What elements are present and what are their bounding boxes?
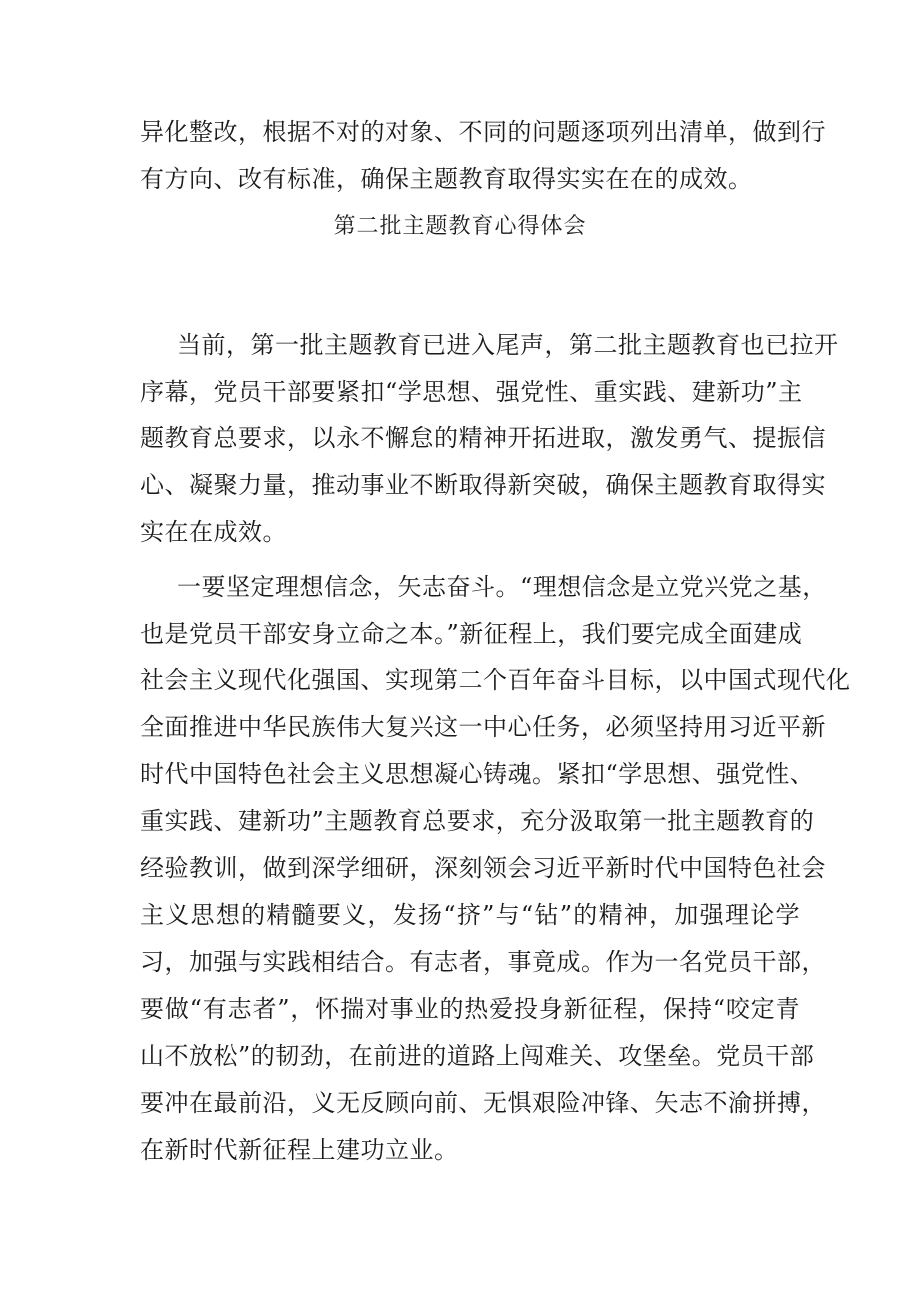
intro-line: 异化整改，根据不对的对象、不同的问题逐项列出清单，做到行 <box>140 118 826 146</box>
paragraph-line: 时代中国特色社会主义思想凝心铸魂。紧扣“学思想、强党性、 <box>140 760 815 788</box>
paragraph-line: 一要坚定理想信念，矢志奋斗。“理想信念是立党兴党之基， <box>177 573 827 601</box>
paragraph-line: 主义思想的精髓要义，发扬“挤”与“钻”的精神，加强理论学 <box>140 901 800 929</box>
paragraph-line: 习，加强与实践相结合。有志者，事竟成。作为一名党员干部， <box>140 948 826 976</box>
intro-line: 有方向、改有标准，确保主题教育取得实实在在的成效。 <box>140 165 753 193</box>
paragraph-line: 要做“有志者”，怀揣对事业的热爱投身新征程，保持“咬定青 <box>140 995 800 1023</box>
paragraph-line: 题教育总要求，以永不懈怠的精神开拓进取，激发勇气、提振信 <box>140 424 826 452</box>
paragraph-line: 山不放松”的韧劲，在前进的道路上闯难关、攻堡垒。党员干部 <box>140 1042 815 1070</box>
paragraph-line: 实在在成效。 <box>140 518 287 546</box>
paragraph-line: 在新时代新征程上建功立业。 <box>140 1136 459 1164</box>
paragraph-line: 也是党员干部安身立命之本。”新征程上，我们要完成全面建成 <box>140 620 803 648</box>
paragraph-line: 社会主义现代化强国、实现第二个百年奋斗目标，以中国式现代化 <box>140 666 851 694</box>
paragraph-line: 要冲在最前沿，义无反顾向前、无惧艰险冲锋、矢志不渝拼搏， <box>140 1089 826 1117</box>
paragraph-line: 经验教训，做到深学细研，深刻领会习近平新时代中国特色社会 <box>140 854 826 882</box>
document-heading: 第二批主题教育心得体会 <box>333 214 587 239</box>
paragraph-line: 序幕，党员干部要紧扣“学思想、强党性、重实践、建新功”主 <box>140 378 803 406</box>
paragraph-line: 重实践、建新功”主题教育总要求，充分汲取第一批主题教育的 <box>140 807 815 835</box>
paragraph-line: 心、凝聚力量，推动事业不断取得新突破，确保主题教育取得实 <box>140 471 826 499</box>
paragraph-line: 全面推进中华民族伟大复兴这一中心任务，必须坚持用习近平新 <box>140 713 826 741</box>
paragraph-line: 当前，第一批主题教育已进入尾声，第二批主题教育也已拉开 <box>177 331 839 359</box>
